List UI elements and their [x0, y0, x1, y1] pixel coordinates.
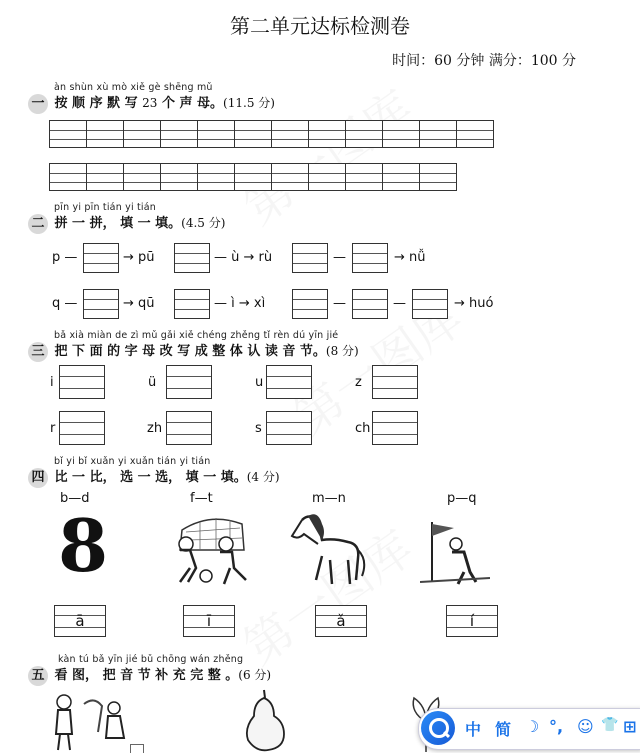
q3-box[interactable] [372, 365, 418, 399]
grid-cell[interactable] [309, 163, 346, 191]
q3-letter: r [50, 421, 56, 436]
q4-pair: p—q [447, 491, 477, 506]
simplified-button[interactable]: 简 [495, 720, 512, 739]
q3-box[interactable] [59, 411, 105, 445]
section-3-pinyin: bǎ xià miàn de zì mǔ gǎi xiě chéng zhěng tǐ rèn dú yīn jié [54, 330, 339, 341]
grid-cell[interactable] [87, 120, 124, 148]
grid-cell[interactable] [198, 120, 235, 148]
q2-row2-start: q — [52, 296, 78, 311]
grid-cell[interactable] [383, 120, 420, 148]
q2-row2-mid: — ì → xì [214, 296, 266, 311]
grid-cell[interactable] [161, 120, 198, 148]
section-4-heading: 四 比 一 比， 选 一 选， 填 一 填。(4 分) [28, 466, 280, 488]
section-3-heading: 三 把 下 面 的 字 母 改 写 成 整 体 认 读 音 节。(8 分) [28, 340, 359, 362]
q4-answer-box[interactable]: ǎ [315, 605, 367, 637]
q2-row2-arrow: → qū [123, 296, 155, 311]
writing-grid-row-1[interactable] [49, 120, 494, 148]
q3-letter: ch [355, 421, 371, 436]
q3-letter: i [50, 375, 54, 390]
q3-box[interactable] [372, 411, 418, 445]
q2-box[interactable] [83, 243, 119, 273]
q2-row1-dash: — [333, 250, 346, 265]
emoji-icon[interactable]: ☺ [577, 717, 594, 736]
grid-menu-icon[interactable]: ⊞ [623, 717, 637, 736]
grid-cell[interactable] [346, 163, 383, 191]
grid-cell[interactable] [383, 163, 420, 191]
q2-box[interactable] [292, 289, 328, 319]
digit-eight: 8 [58, 503, 109, 588]
page-title: 第二单元达标检测卷 [230, 14, 410, 38]
q3-box[interactable] [266, 365, 312, 399]
grid-cell[interactable] [50, 120, 87, 148]
q2-row2-dash: — [333, 296, 346, 311]
man-with-flag-illustration [420, 520, 490, 590]
q3-box[interactable] [166, 411, 212, 445]
horse-illustration [284, 510, 368, 596]
grid-cell[interactable] [420, 120, 457, 148]
pear-illustration [238, 688, 290, 752]
q4-pair: f—t [190, 491, 213, 506]
q3-letter: ü [148, 375, 157, 390]
q2-box[interactable] [174, 243, 210, 273]
section-1-pinyin: àn shùn xù mò xiě gè shēng mǔ [54, 82, 213, 93]
punctuation-icon[interactable]: °, [549, 717, 564, 736]
ime-toolbar[interactable] [418, 708, 640, 750]
q4-answer-box[interactable]: í [446, 605, 498, 637]
q3-box[interactable] [166, 365, 212, 399]
grid-cell[interactable] [420, 163, 457, 191]
grid-cell[interactable] [198, 163, 235, 191]
grid-cell[interactable] [235, 120, 272, 148]
q4-answer-box[interactable]: ā [54, 605, 106, 637]
q3-letter: zh [147, 421, 163, 436]
q2-row2-end: → huó [454, 296, 494, 311]
grid-cell[interactable] [272, 163, 309, 191]
q2-box[interactable] [83, 289, 119, 319]
q2-box[interactable] [292, 243, 328, 273]
q3-letter: u [255, 375, 264, 390]
grid-cell[interactable] [161, 163, 198, 191]
q2-row2-dash: — [393, 296, 406, 311]
q2-box[interactable] [352, 243, 388, 273]
time-info: 时间：60 分钟 满分：100 分 [392, 53, 576, 69]
q3-letter: z [355, 375, 362, 390]
children-planting-illustration [44, 692, 134, 752]
grid-cell[interactable] [87, 163, 124, 191]
q4-pair: b—d [60, 491, 90, 506]
q2-row1-mid: — ù → rù [214, 250, 273, 265]
grid-cell[interactable] [346, 120, 383, 148]
section-2-pinyin: pīn yi pīn tián yi tián [54, 202, 157, 213]
q3-box[interactable] [266, 411, 312, 445]
skin-icon[interactable]: 👕 [601, 717, 619, 733]
section-1-heading: 一 按 顺 序 默 写 23 个 声 母。(11.5 分) [28, 92, 275, 114]
grid-cell[interactable] [235, 163, 272, 191]
grid-cell[interactable] [124, 163, 161, 191]
q2-row1-arrow: → pū [123, 250, 155, 265]
chinese-mode-button[interactable]: 中 [465, 720, 482, 739]
q2-row1-start: p — [52, 250, 78, 265]
writing-grid-row-2[interactable] [49, 163, 457, 191]
q2-box[interactable] [352, 289, 388, 319]
grid-cell[interactable] [124, 120, 161, 148]
q3-box[interactable] [59, 365, 105, 399]
moon-icon[interactable]: ☽ [525, 717, 540, 736]
q3-letter: s [255, 421, 262, 436]
grid-cell[interactable] [272, 120, 309, 148]
ime-logo-icon[interactable] [421, 711, 455, 745]
q4-answer-box[interactable]: ī [183, 605, 235, 637]
grid-cell[interactable] [309, 120, 346, 148]
section-2-heading: 二 拼 一 拼， 填 一 填。(4.5 分) [28, 212, 225, 234]
grid-cell[interactable] [50, 163, 87, 191]
section-5-pinyin: kàn tú bǎ yīn jié bǔ chōng wán zhěng [58, 654, 244, 665]
kids-playing-illustration [160, 510, 260, 590]
grid-cell[interactable] [457, 120, 494, 148]
section-4-pinyin: bǐ yi bǐ xuǎn yi xuǎn tián yi tián [54, 456, 211, 467]
q2-row1-end: → nǚ [394, 250, 426, 265]
q2-box[interactable] [174, 289, 210, 319]
q4-pair: m—n [312, 491, 346, 506]
section-5-heading: 五 看 图， 把 音 节 补 充 完 整 。(6 分) [28, 664, 271, 686]
q2-box[interactable] [412, 289, 448, 319]
